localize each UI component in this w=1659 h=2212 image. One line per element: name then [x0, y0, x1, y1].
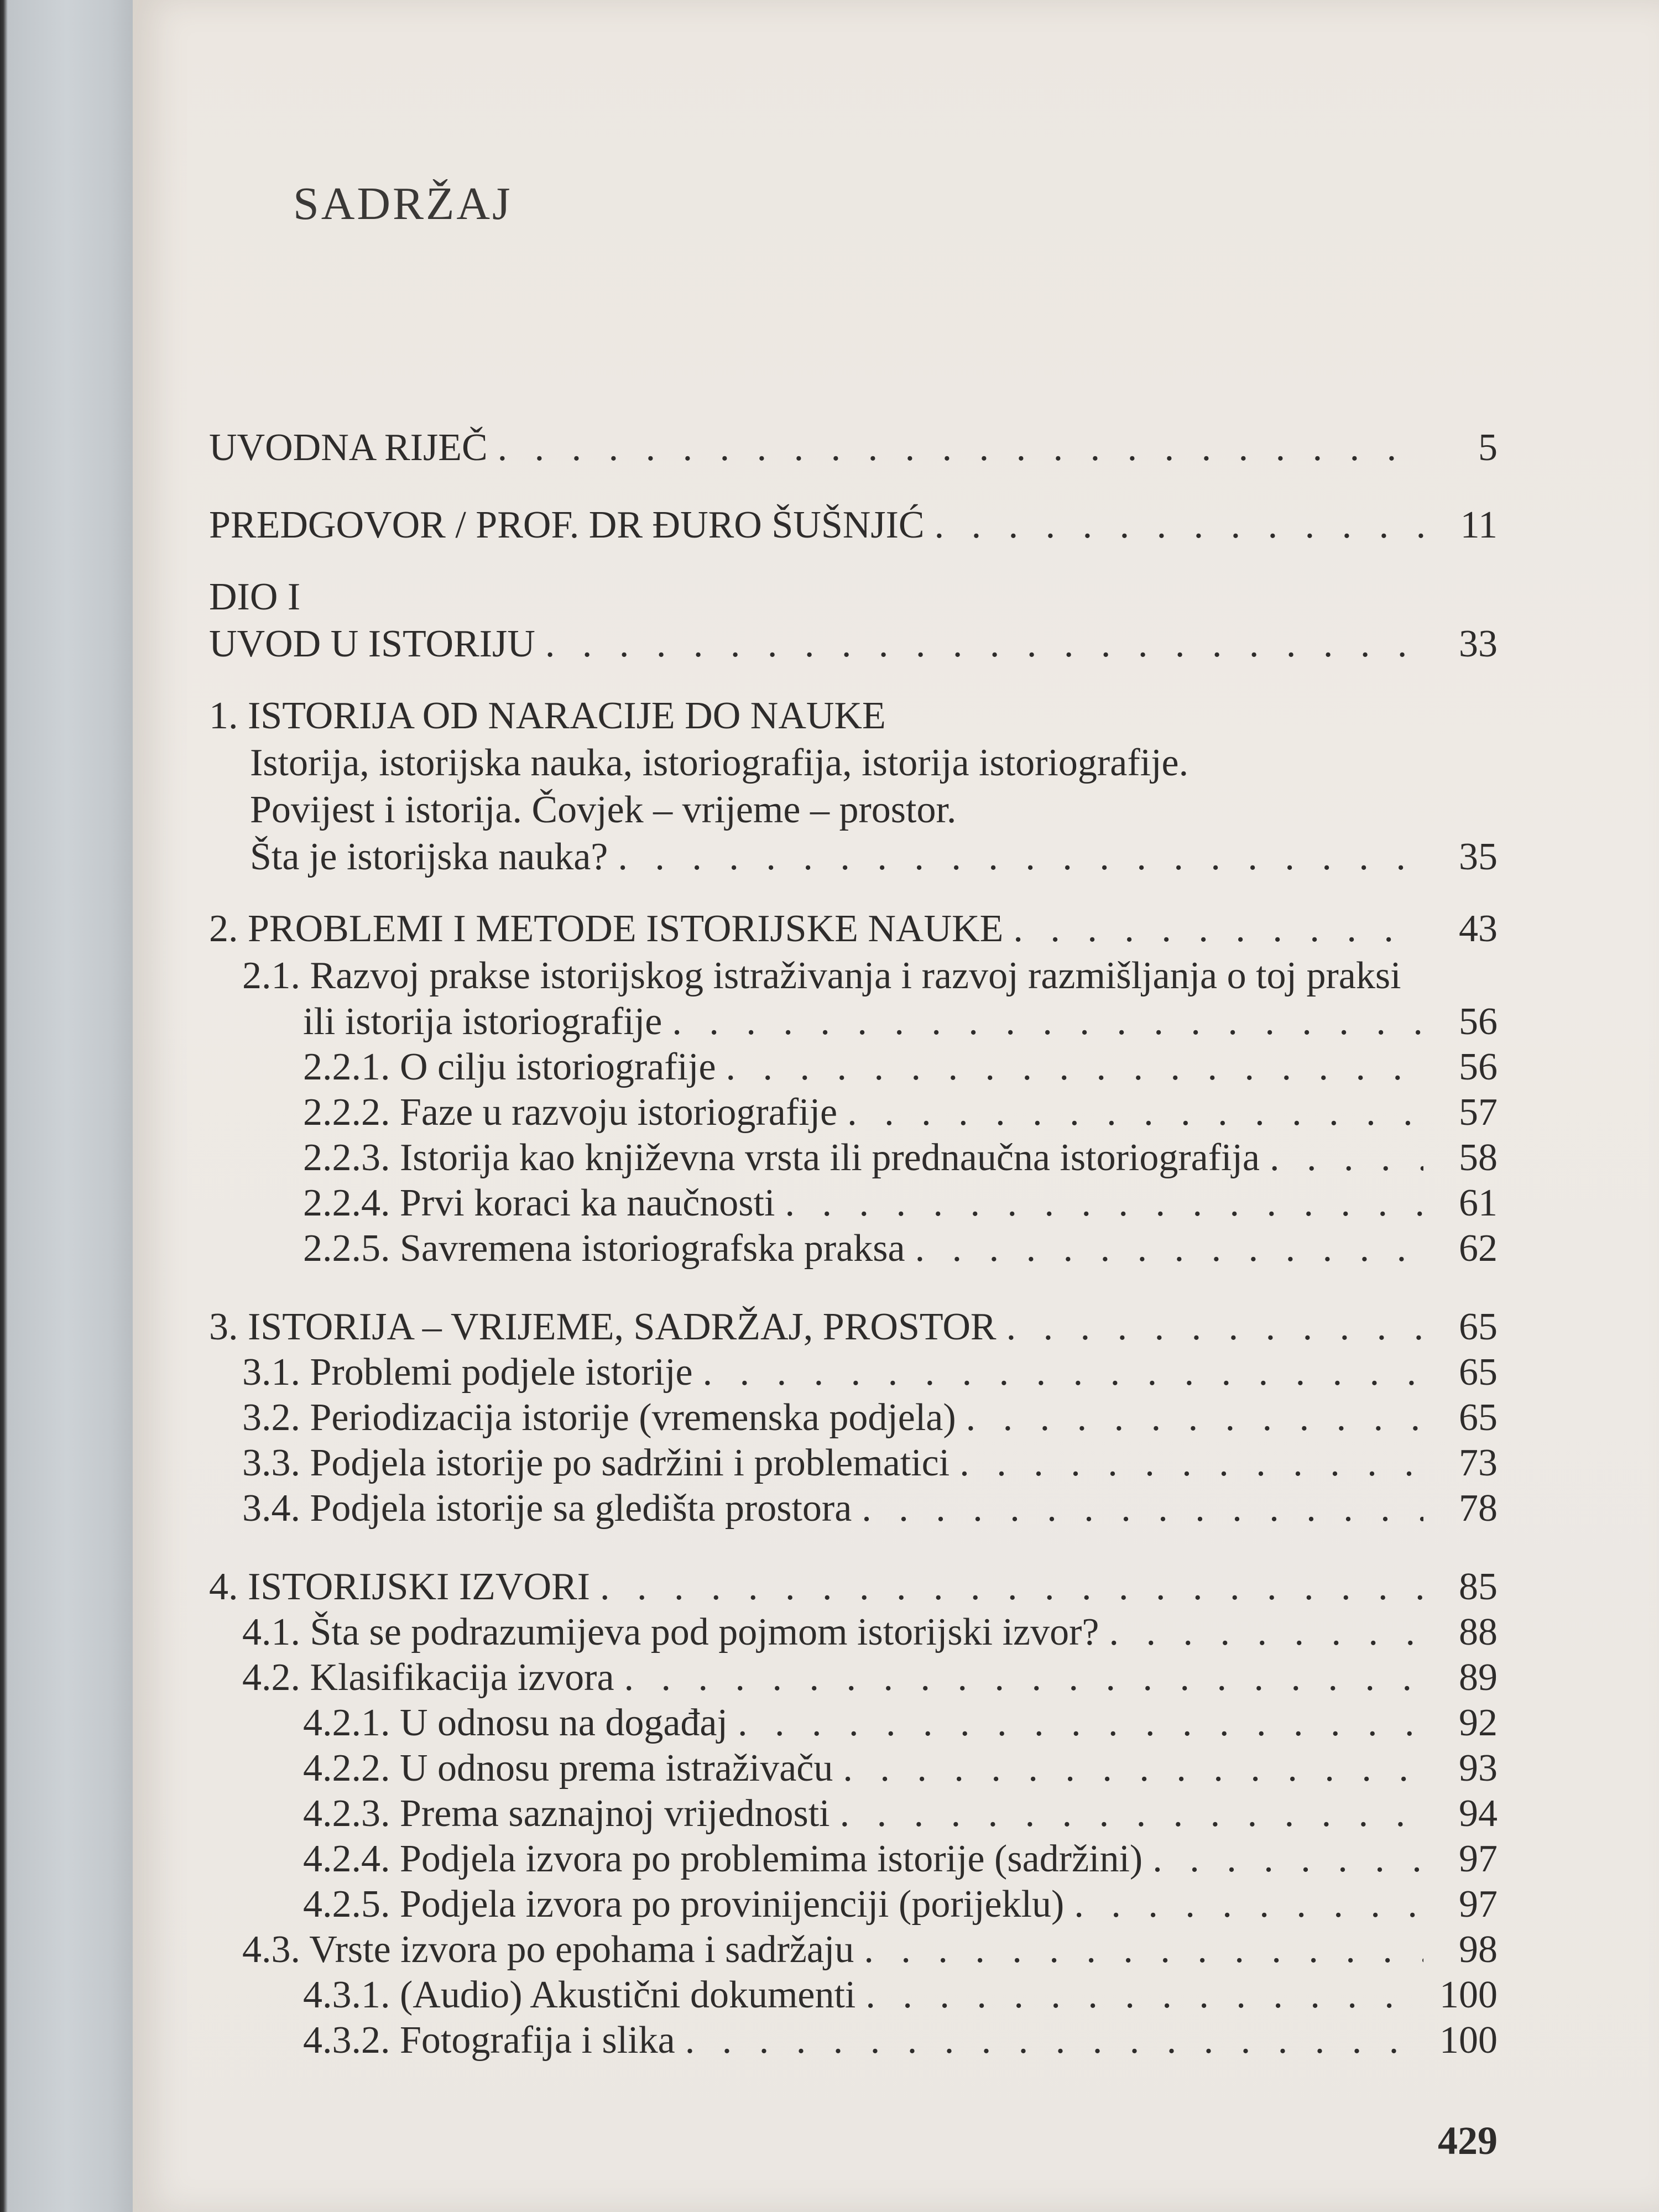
toc-section-2-2-3 [303, 1136, 1498, 1180]
toc-section-2-1-cont [303, 1000, 1498, 1044]
toc-entry-label: PREDGOVOR / PROF. DR ĐURO ŠUŠNJIĆ [209, 504, 925, 546]
toc-section-2-2-1 [303, 1045, 1498, 1089]
toc-entry-page: 100 [1439, 1974, 1498, 2016]
toc-chapter-4 [209, 1565, 1498, 1609]
page-title: SADRŽAJ [293, 178, 513, 229]
toc-entry-page: 73 [1459, 1442, 1498, 1484]
toc-leader-dots [703, 1350, 1423, 1395]
toc-entry-page: 100 [1439, 2019, 1498, 2062]
toc-section-4-2-3 [303, 1792, 1498, 1836]
toc-leader-dots [672, 1000, 1423, 1044]
toc-entry-label: 2.2.1. O cilju istoriografije [303, 1046, 716, 1088]
book-binding [0, 0, 133, 2212]
toc-leader-dots [847, 1091, 1423, 1135]
toc-leader-dots [840, 1792, 1423, 1836]
toc-section-2-1: 2.1. Razvoj prakse istorijskog istraživanja i razvoj razmišljanja o toj praksi [242, 954, 1401, 997]
toc-leader-dots [1152, 1837, 1423, 1881]
toc-entry-label: 2. PROBLEMI I METODE ISTORIJSKE NAUKE [209, 907, 1004, 950]
toc-entry-label: 4.3.1. (Audio) Akustični dokumenti [303, 1974, 856, 2016]
toc-entry-page: 62 [1459, 1227, 1498, 1270]
toc-entry-label: 4.2. Klasifikacija izvora [242, 1656, 614, 1699]
toc-leader-dots [624, 1656, 1423, 1700]
toc-entry-label: 4.1. Šta se podrazumijeva pod pojmom istorijski izvor? [242, 1611, 1099, 1653]
toc-chapter-3 [209, 1305, 1498, 1349]
toc-entry-page: 5 [1478, 426, 1498, 469]
toc-entry-label: 4.2.4. Podjela izvora po problemima istorije (sadržini) [303, 1838, 1143, 1880]
toc-section-2-2-4 [303, 1181, 1498, 1225]
toc-entry-label: 2.2.3. Istorija kao književna vrsta ili prednaučna istoriografija [303, 1136, 1260, 1179]
toc-entry-label: 3. ISTORIJA – VRIJEME, SADRŽAJ, PROSTOR [209, 1306, 997, 1348]
toc-entry-label: ili istorija istoriografije [303, 1000, 662, 1043]
toc-leader-dots [959, 1441, 1423, 1485]
toc-leader-dots [600, 1565, 1423, 1609]
toc-entry-page: 61 [1459, 1182, 1498, 1224]
toc-leader-dots [738, 1701, 1423, 1745]
toc-section-2-2-5 [303, 1227, 1498, 1271]
toc-entry-page: 57 [1459, 1091, 1498, 1134]
toc-leader-dots [966, 1396, 1423, 1440]
toc-entry-page: 88 [1459, 1611, 1498, 1653]
toc-entry-label: 3.4. Podjela istorije sa gledišta prostora [242, 1487, 852, 1530]
toc-section-2-2-2 [303, 1091, 1498, 1135]
toc-leader-dots [1074, 1882, 1423, 1927]
toc-entry-label: 4.2.5. Podjela izvora po provinijenciji (porijeklu) [303, 1883, 1065, 1926]
toc-leader-dots [1013, 907, 1423, 951]
toc-entry-label: 4.2.1. U odnosu na događaj [303, 1702, 728, 1744]
toc-entry-label: 3.1. Problemi podjele istorije [242, 1351, 693, 1394]
toc-entry-page: 93 [1459, 1747, 1498, 1790]
toc-entry-page: 56 [1459, 1046, 1498, 1088]
toc-leader-dots [726, 1045, 1423, 1089]
toc-entry-page: 33 [1459, 623, 1498, 665]
toc-entry-page: 65 [1459, 1306, 1498, 1348]
toc-entry-page: 43 [1459, 907, 1498, 950]
toc-entry-page: 98 [1459, 1928, 1498, 1971]
toc-entry-page: 97 [1459, 1838, 1498, 1880]
toc-entry-page: 11 [1460, 504, 1498, 546]
toc-entry-label: 2.2.4. Prvi koraci ka naučnosti [303, 1182, 775, 1224]
toc-section-3-4 [242, 1486, 1498, 1531]
toc-chapter-1-desc-line2: Povijest i istorija. Čovjek – vrijeme – prostor. [250, 789, 957, 831]
toc-chapter-1-desc-line1: Istorija, istorijska nauka, istoriografija, istorija istoriografije. [250, 742, 1189, 784]
toc-section-4-2-4 [303, 1837, 1498, 1881]
toc-section-3-1 [242, 1350, 1498, 1395]
toc-chapter-2 [209, 907, 1498, 951]
toc-section-3-3 [242, 1441, 1498, 1485]
toc-part-label: DIO I [209, 576, 301, 618]
toc-leader-dots [1270, 1136, 1423, 1180]
toc-section-4-2-1 [303, 1701, 1498, 1745]
toc-entry-label: 4. ISTORIJSKI IZVORI [209, 1566, 590, 1608]
toc-entry-page: 92 [1459, 1702, 1498, 1744]
toc-entry-label: 4.2.3. Prema saznajnoj vrijednosti [303, 1792, 830, 1835]
toc-chapter-1: 1. ISTORIJA OD NARACIJE DO NAUKE [209, 695, 886, 737]
toc-entry-page: 35 [1459, 836, 1498, 878]
toc-section-4-3-1 [303, 1973, 1498, 2017]
toc-entry-label: 3.3. Podjela istorije po sadržini i problematici [242, 1442, 950, 1484]
toc-leader-dots [935, 503, 1423, 547]
toc-leader-dots [785, 1181, 1423, 1225]
toc-entry-uvod [209, 622, 1498, 666]
toc-leader-dots [915, 1227, 1423, 1271]
toc-entry-label: 4.3. Vrste izvora po epohama i sadržaju [242, 1928, 854, 1971]
toc-leader-dots [618, 835, 1423, 879]
toc-entry-label: 4.2.2. U odnosu prema istraživaču [303, 1747, 833, 1790]
toc-section-4-2-5 [303, 1882, 1498, 1927]
toc-entry-page: 97 [1459, 1883, 1498, 1926]
toc-entry-page: 58 [1459, 1136, 1498, 1179]
toc-entry-label: UVOD U ISTORIJU [209, 623, 535, 665]
toc-section-4-1 [242, 1610, 1498, 1655]
toc-leader-dots [685, 2018, 1423, 2063]
toc-section-4-2-2 [303, 1746, 1498, 1791]
toc-entry-label: UVODNA RIJEČ [209, 426, 488, 469]
toc-entry-label: 4.3.2. Fotografija i slika [303, 2019, 675, 2062]
toc-entry-page: 78 [1459, 1487, 1498, 1530]
toc-leader-dots [1006, 1305, 1423, 1349]
toc-section-4-2 [242, 1656, 1498, 1700]
toc-leader-dots [498, 426, 1423, 470]
toc-leader-dots [545, 622, 1423, 666]
toc-section-4-3-2 [303, 2018, 1498, 2063]
toc-leader-dots [865, 1973, 1423, 2017]
toc-entry-label: 3.2. Periodizacija istorije (vremenska podjela) [242, 1396, 956, 1439]
toc-leader-dots [843, 1746, 1423, 1791]
toc-entry-predgovor [209, 503, 1498, 547]
toc-entry-page: 85 [1459, 1566, 1498, 1608]
toc-entry-label: Šta je istorijska nauka? [250, 836, 608, 878]
toc-entry-page: 89 [1459, 1656, 1498, 1699]
toc-leader-dots [1109, 1610, 1423, 1655]
page-number: 429 [1438, 2119, 1498, 2163]
toc-entry-page: 56 [1459, 1000, 1498, 1043]
toc-entry-uvodna-rijec [209, 426, 1498, 470]
toc-entry-page: 65 [1459, 1351, 1498, 1394]
toc-leader-dots [862, 1486, 1423, 1531]
toc-section-3-2 [242, 1396, 1498, 1440]
toc-entry-page: 94 [1459, 1792, 1498, 1835]
toc-leader-dots [864, 1928, 1423, 1972]
toc-entry-sta-je [250, 835, 1498, 879]
toc-entry-page: 65 [1459, 1396, 1498, 1439]
toc-entry-label: 2.2.5. Savremena istoriografska praksa [303, 1227, 905, 1270]
toc-entry-label: 2.2.2. Faze u razvoju istoriografije [303, 1091, 838, 1134]
toc-section-4-3 [242, 1928, 1498, 1972]
